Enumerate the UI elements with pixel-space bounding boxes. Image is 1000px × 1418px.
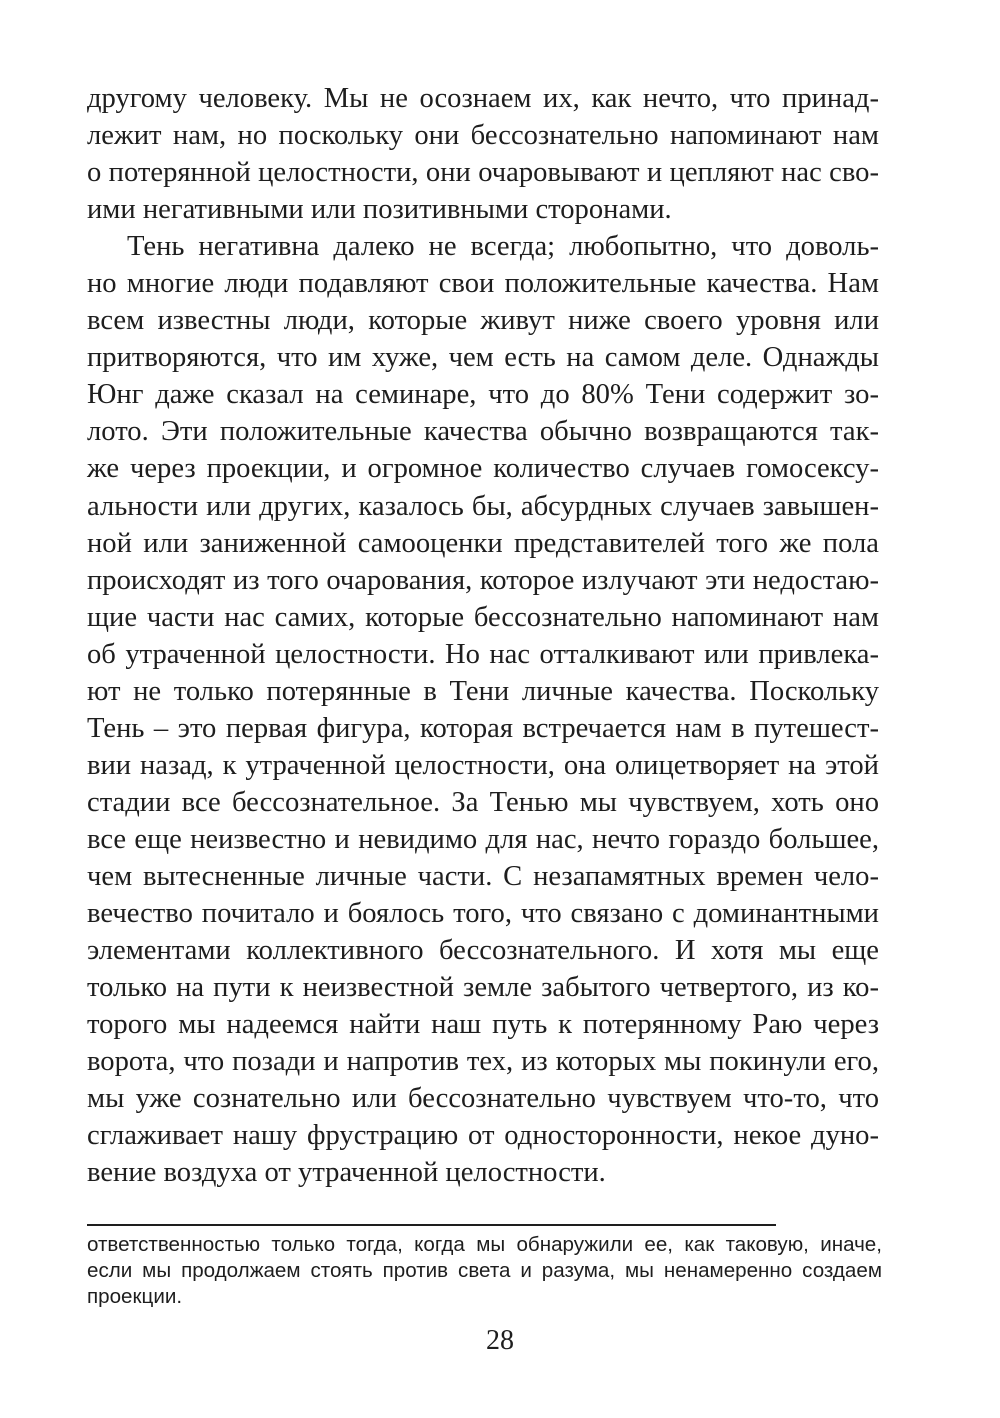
text-line: торого мы надеемся найти наш путь к потерянному Раю через — [87, 1009, 879, 1041]
footnote-line: если мы продолжаем стоять против света и разума, мы ненамеренно создаем — [87, 1259, 882, 1282]
text-line: всем известны люди, которые живут ниже своего уровня или — [87, 305, 879, 337]
text-line: ворота, что позади и напротив тех, из которых мы покинули его, — [87, 1046, 879, 1078]
text-line: альности или других, казалось бы, абсурдных случаев завышен- — [87, 490, 879, 522]
text-line: ими негативными или позитивными сторонами. — [87, 194, 672, 226]
text-line: происходят из того очарования, которое излучают эти недостаю- — [87, 564, 879, 596]
text-line: ют не только потерянные в Тени личные качества. Поскольку — [87, 675, 879, 707]
text-line: вение воздуха от утраченной целостности. — [87, 1157, 606, 1189]
text-line: другому человеку. Мы не осознаем их, как нечто, что принад- — [87, 83, 879, 114]
footnote-line: проекции. — [87, 1285, 183, 1308]
footnote-divider — [87, 1224, 776, 1226]
text-line: все еще неизвестно и невидимо для нас, нечто гораздо большее, — [87, 823, 879, 855]
text-line: чем вытесненные личные части. С незапамятных времен чело- — [87, 860, 879, 892]
text-line: вии назад, к утраченной целостности, она олицетворяет на этой — [87, 749, 879, 781]
text-line: Тень негативна далеко не всегда; любопытно, что доволь- — [127, 231, 879, 263]
text-line: ной или заниженной самооценки представителей того же пола — [87, 527, 879, 559]
text-line: об утраченной целостности. Но нас отталкивают или привлека- — [87, 638, 879, 670]
page-number: 28 — [486, 1325, 514, 1356]
footnote — [87, 1232, 882, 1310]
text-line: Тень – это первая фигура, которая встречается нам в путешест- — [87, 712, 879, 744]
text-line: лото. Эти положительные качества обычно возвращаются так- — [87, 416, 879, 448]
paragraph-1 — [87, 80, 879, 228]
text-line: но многие люди подавляют свои положительные качества. Нам — [87, 268, 879, 300]
main-text — [87, 80, 879, 1191]
text-line: Юнг даже сказал на семинаре, что до 80% Тени содержит зо- — [87, 379, 879, 411]
text-line: о потерянной целостности, они очаровывают и цепляют нас сво- — [87, 157, 879, 189]
text-line: только на пути к неизвестной земле забытого четвертого, из ко- — [87, 972, 879, 1004]
text-line: щие части нас самих, которые бессознательно напоминают нам — [87, 601, 879, 633]
text-line: лежит нам, но поскольку они бессознательно напоминают нам — [87, 120, 879, 152]
text-line: вечество почитало и боялось того, что связано с доминантными — [87, 898, 879, 930]
text-line: мы уже сознательно или бессознательно чувствуем что-то, что — [87, 1083, 879, 1115]
text-line: элементами коллективного бессознательного. И хотя мы еще — [87, 935, 879, 967]
footnote-line: ответственностью только тогда, когда мы обнаружили ее, как таковую, иначе, — [87, 1233, 882, 1256]
paragraph-2 — [87, 228, 879, 1191]
text-line: сглаживает нашу фрустрацию от односторонности, некое дуно- — [87, 1120, 879, 1152]
text-line: же через проекции, и огромное количество случаев гомосексу- — [87, 453, 879, 485]
text-line: притворяются, что им хуже, чем есть на самом деле. Однажды — [87, 342, 879, 374]
text-line: стадии все бессознательное. За Тенью мы чувствуем, хоть оно — [87, 786, 879, 818]
